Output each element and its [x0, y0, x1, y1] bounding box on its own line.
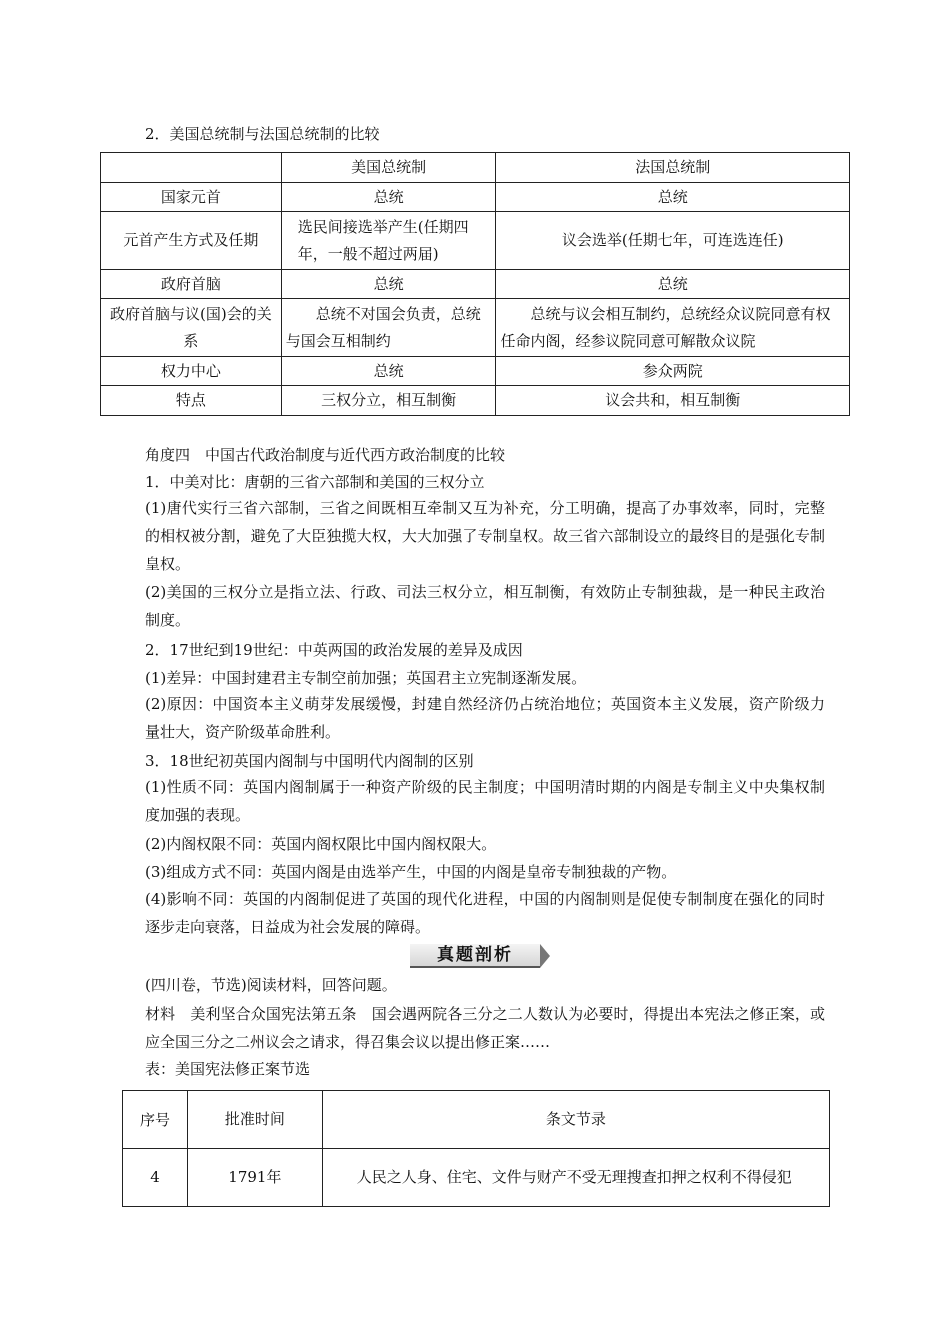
- table2-cell-text: 人民之人身、住宅、文件与财产不受无理搜查扣押之权利不得侵犯: [322, 1149, 829, 1207]
- amendment-table: [122, 1090, 830, 1207]
- table2-header-index: 序号: [123, 1091, 188, 1149]
- table1-cell: 总统与议会相互制约，总统经众议院同意有权任命内阁，经参议院同意可解散众议院: [496, 299, 850, 357]
- table1-cell: 总统: [496, 183, 850, 212]
- table1-row-label: 政府首脑与议(国)会的关系: [101, 299, 282, 357]
- table1-cell: 总统: [281, 357, 496, 386]
- table1-cell: 总统: [281, 270, 496, 299]
- table1-row-label: 特点: [101, 386, 282, 416]
- president-comparison-table: [100, 152, 850, 416]
- question-intro: (四川卷，节选)阅读材料，回答问题。: [145, 976, 397, 994]
- point3-title: 3．18世纪初英国内阁制与中国明代内阁制的区别: [145, 752, 474, 770]
- table1-row-label: 元首产生方式及任期: [101, 212, 282, 270]
- point3-paragraph-a: (1)性质不同：英国内阁制属于一种资产阶级的民主制度；中国明清时期的内阁是专制主义中央集权制度加强的表现。: [145, 778, 825, 824]
- point3-paragraph-c: (3)组成方式不同：英国内阁是由选举产生，中国的内阁是皇帝专制独裁的产物。: [145, 863, 677, 881]
- table1-row-label: 国家元首: [101, 183, 282, 212]
- table1-cell: 总统: [281, 183, 496, 212]
- table1-cell: 三权分立，相互制衡: [281, 386, 496, 416]
- point1-paragraph-a: (1)唐代实行三省六部制，三省之间既相互牵制又互为补充，分工明确，提高了办事效率，同时，完整的相权被分割，避免了大臣独揽大权，大大加强了专制皇权。故三省六部制设立的最终目的是强化专制皇权。: [145, 499, 825, 573]
- angle4-heading: 角度四 中国古代政治制度与近代西方政治制度的比较: [145, 446, 506, 464]
- table2-header-text: 条文节录: [322, 1091, 829, 1149]
- table1-cell: 议会共和，相互制衡: [496, 386, 850, 416]
- table1-cell: 选民间接选举产生(任期四年，一般不超过两届): [281, 212, 496, 270]
- banner-arrow-icon: [540, 944, 550, 968]
- point3-paragraph-b: (2)内阁权限不同：英国内阁权限比中国内阁权限大。: [145, 835, 497, 853]
- section-title-comparison: 2．美国总统制与法国总统制的比较: [145, 125, 380, 143]
- table1-cell: 总统不对国会负责，总统与国会互相制约: [281, 299, 496, 357]
- point2-title: 2．17世纪到19世纪：中英两国的政治发展的差异及成因: [145, 641, 523, 659]
- table1-cell: 参众两院: [496, 357, 850, 386]
- banner-label: 真题剖析: [410, 944, 540, 968]
- point1-paragraph-b: (2)美国的三权分立是指立法、行政、司法三权分立，相互制衡，有效防止专制独裁，是一种民主政治制度。: [145, 583, 825, 629]
- table1-cell: 议会选举(任期七年，可连选连任): [496, 212, 850, 270]
- point2-paragraph-a: (1)差异：中国封建君主专制空前加强；英国君主立宪制逐渐发展。: [145, 669, 587, 687]
- table1-header-us: 美国总统制: [281, 153, 496, 183]
- point2-paragraph-b: (2)原因：中国资本主义萌芽发展缓慢，封建自然经济仍占统治地位；英国资本主义发展，资产阶级力量壮大，资产阶级革命胜利。: [145, 695, 825, 741]
- table1-cell: 总统: [496, 270, 850, 299]
- table2-cell-index: 4: [123, 1149, 188, 1207]
- real-exam-banner: [410, 944, 544, 968]
- point3-paragraph-d: (4)影响不同：英国的内阁制促进了英国的现代化进程，中国的内阁制则是促使专制制度在强化的同时逐步走向衰落，日益成为社会发展的障碍。: [145, 890, 825, 936]
- table1-header-fr: 法国总统制: [496, 153, 850, 183]
- table1-header-empty: [101, 153, 282, 183]
- table1-row-label: 权力中心: [101, 357, 282, 386]
- table2-cell-date: 1791年: [187, 1149, 322, 1207]
- table1-row-label: 政府首脑: [101, 270, 282, 299]
- table2-header-date: 批准时间: [187, 1091, 322, 1149]
- material-text: 材料 美利坚合众国宪法第五条 国会遇两院各三分之二人数认为必要时，得提出本宪法之修正案，或应全国三分之二州议会之请求，得召集会议以提出修正案……: [145, 1005, 825, 1051]
- point1-title: 1．中美对比：唐朝的三省六部制和美国的三权分立: [145, 473, 485, 491]
- table2-caption: 表：美国宪法修正案节选: [145, 1060, 311, 1078]
